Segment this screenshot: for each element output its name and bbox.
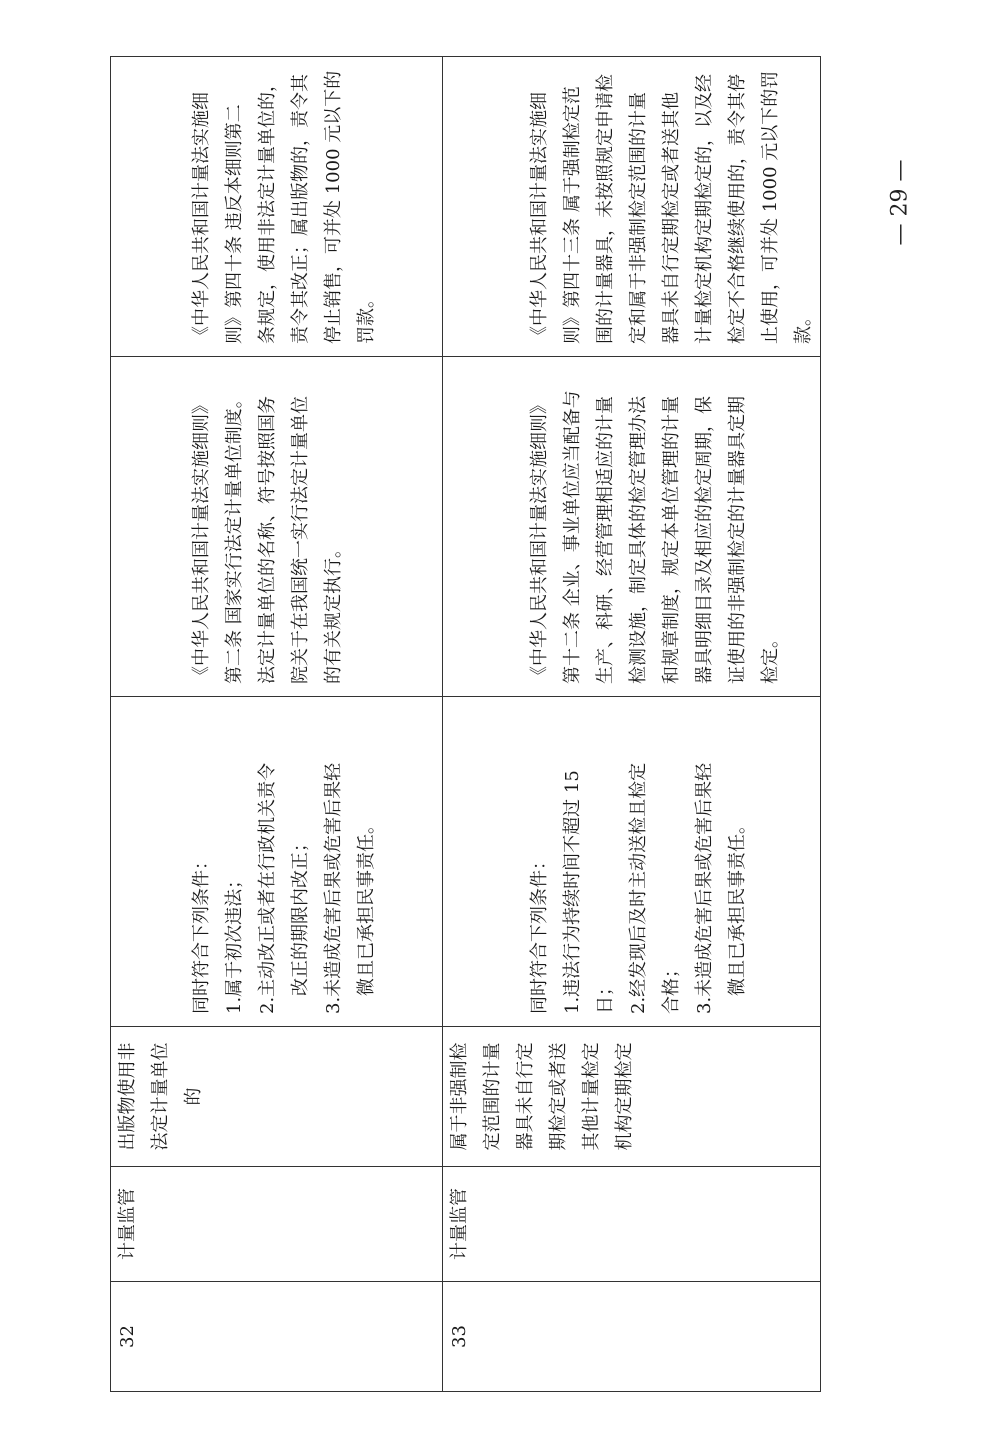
penalty-line: 器具未自行定期检定或者送其他 [661, 92, 682, 344]
violation-item-cell [111, 1027, 443, 1167]
penalty-line: 检定不合格继续使用的，责令其停 [727, 74, 748, 344]
table-row [443, 57, 821, 1392]
condition-line: 2.主动改正或者在行政机关责令 [257, 762, 278, 1014]
basis-line: 生产、科研、经营管理相适应的计量 [595, 396, 616, 684]
basis-line: 法定计量单位的名称、符号按照国务 [257, 396, 278, 684]
penalty-line: 款。 [793, 308, 814, 344]
legal-basis-cell [111, 357, 443, 697]
penalty-line: 停止销售，可并处 1000 元以下的 [323, 70, 344, 344]
condition-line: 改正的期限内改正； [290, 834, 311, 996]
category-cell [111, 1167, 443, 1282]
violation-line: 法定计量单位 [150, 1042, 171, 1151]
condition-line: 合格； [661, 960, 682, 1014]
condition-line: 2.经发现后及时主动送检且检定 [628, 762, 649, 1014]
penalty-line: 《中华人民共和国计量法实施细 [529, 92, 550, 344]
condition-line: 微且已承担民事责任。 [356, 816, 377, 996]
conditions-intro: 同时符合下列条件： [191, 852, 212, 1014]
violation-line: 器具未自行定 [515, 1042, 536, 1151]
penalty-line: 责令其改正；属出版物的，责令其 [290, 74, 311, 344]
condition-line: 3.未造成危害后果或危害后果轻 [323, 762, 344, 1014]
penalty-line: 围的计量器具，未按照规定申请检 [595, 74, 616, 344]
condition-line: 1.属于初次违法； [224, 870, 245, 1014]
category-label: 计量监管 [117, 1188, 138, 1260]
category-label: 计量监管 [449, 1188, 470, 1260]
condition-line: 日； [595, 978, 616, 1014]
basis-line: 证使用的非强制检定的计量器具定期 [727, 396, 748, 684]
row-number: 33 [449, 1325, 470, 1348]
condition-line: 1.违法行为持续时间不超过 15 [562, 770, 583, 1014]
page-number [880, 160, 920, 250]
penalty-line: 罚款。 [356, 290, 377, 344]
penalty-basis-cell [111, 57, 443, 357]
row-number-cell [443, 1282, 821, 1392]
basis-line: 的有关规定执行。 [323, 540, 344, 684]
category-cell [443, 1167, 821, 1282]
violation-line: 定范围的计量 [482, 1042, 503, 1151]
violation-line: 的 [183, 1087, 204, 1106]
condition-line: 微且已承担民事责任。 [727, 816, 748, 996]
table-row [111, 57, 443, 1392]
basis-line: 和规章制度，规定本单位管理的计量 [661, 396, 682, 684]
conditions-cell [443, 697, 821, 1027]
penalty-line: 则》第四十条 违反本细则第二 [224, 104, 245, 344]
basis-line: 《中华人民共和国计量法实施细则》 [191, 396, 212, 684]
penalty-line: 条规定，使用非法定计量单位的， [257, 74, 278, 344]
row-number-cell [111, 1282, 443, 1392]
penalty-basis-cell [443, 57, 821, 357]
penalty-line: 计量检定机构定期检定的，以及经 [694, 74, 715, 344]
basis-line: 检定。 [760, 630, 781, 684]
rotated-table-stage [110, 57, 815, 1392]
violation-line: 其他计量检定 [581, 1042, 602, 1151]
penalty-line: 止使用，可并处 1000 元以下的罚 [760, 70, 781, 344]
penalty-line: 则》第四十三条 属于强制检定范 [562, 86, 583, 344]
basis-line: 检测设施，制定具体的检定管理办法 [628, 396, 649, 684]
conditions-cell [111, 697, 443, 1027]
legal-basis-cell [443, 357, 821, 697]
page-number-text: — 29 — [887, 159, 913, 246]
basis-line: 《中华人民共和国计量法实施细则》 [529, 396, 550, 684]
conditions-intro: 同时符合下列条件： [529, 852, 550, 1014]
basis-line: 器具明细目录及相应的检定周期，保 [694, 396, 715, 684]
violation-line: 期检定或者送 [548, 1042, 569, 1151]
condition-line: 3.未造成危害后果或危害后果轻 [694, 762, 715, 1014]
penalty-line: 《中华人民共和国计量法实施细 [191, 92, 212, 344]
violation-item-cell [443, 1027, 821, 1167]
violation-line: 属于非强制检 [449, 1042, 470, 1151]
basis-line: 第二条 国家实行法定计量单位制度。 [224, 390, 245, 684]
penalty-line: 定和属于非强制检定范围的计量 [628, 92, 649, 344]
row-number: 32 [117, 1325, 138, 1348]
violation-line: 出版物使用非 [117, 1042, 138, 1151]
basis-line: 院关于在我国统一实行法定计量单位 [290, 396, 311, 684]
regulation-table [110, 56, 821, 1392]
basis-line: 第十二条 企业、事业单位应当配备与 [562, 390, 583, 684]
violation-line: 机构定期检定 [614, 1042, 635, 1151]
